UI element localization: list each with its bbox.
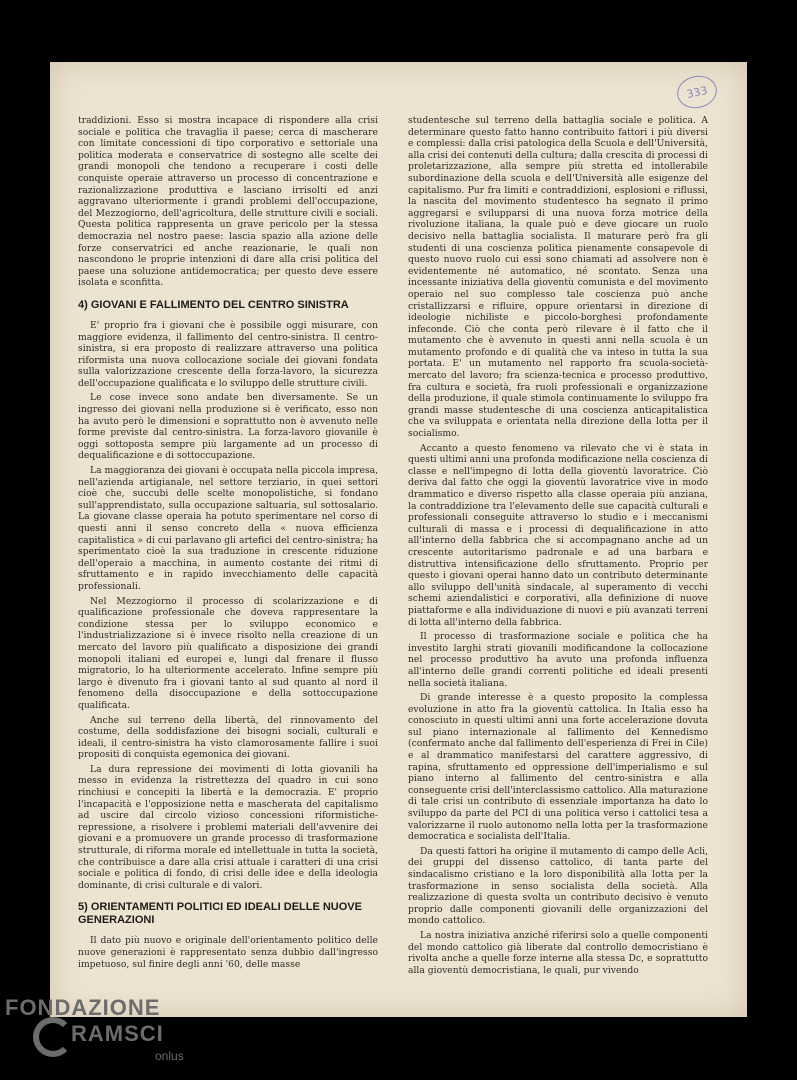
- section-5-heading: 5) ORIENTAMENTI POLITICI ED IDEALI DELLE NUOVE GENERAZIONI: [78, 901, 362, 927]
- right-column: [408, 115, 708, 979]
- archive-stamp: 333: [674, 72, 720, 112]
- left-column: [78, 115, 378, 973]
- watermark-line-2: RAMSCI: [71, 1021, 164, 1046]
- body-paragraph: La nostra iniziativa anziché riferirsi solo a quelle componenti del mondo cattolico già liberate dal controllo democristiano è rivolta anche a quelle forze interne alla stessa Dc, e soprattutto alla gioventù democristiana, le quali, pur vivendo: [408, 929, 708, 976]
- body-paragraph: Da questi fattori ha origine il mutamento di campo delle Acli, dei gruppi del dissenso cattolico, di tanta parte del sindacalismo cristiano e la loro disponibilità alla lotta per la trasformazione in senso socialista della società. Alla realizzazione di questa svolta un contributo decisivo è venuto proprio dalle componenti giovanili delle organizzazioni del mondo cattolico.: [408, 845, 708, 927]
- body-paragraph: Il processo di trasformazione sociale e politica che ha investito larghi strati giovanili modificandone la collocazione nel processo produttivo ha avuto una profonda influenza all'interno delle grandi correnti politiche ed ideali presenti nella società italiana.: [408, 631, 708, 689]
- body-paragraph: Nel Mezzogiorno il processo di scolarizzazione e di qualificazione professionale che doveva rappresentare la condizione stessa per lo sviluppo economico e l'industrializzazione si è invece risolto nella creazione di un mercato del lavoro più qualificato a disposizione dei grandi monopoli italiani ed europei e, lungi dal frenare il flusso migratorio, lo ha ulteriormente accelerato. Infine sempre più largo è divenuto fra i giovani tanto al sud quanto al nord il fenomeno della disoccupazione e della sottoccupazione qualificata.: [78, 595, 378, 711]
- continuation-paragraph: studentesche sul terreno della battaglia sociale e politica. A determinare questo fatto hanno contribuito fattori i più diversi e complessi: dalla crisi patologica della Scuola e dell'Università, alla crisi dei contenuti della cultura; dalla crescita di processi di proletarizzazione, alla sempre più stretta ed intollerabile subordinazione della scuola e dell'Università alle esigenze del capitalismo. Pur fra limiti e contraddizioni, esplosioni e riflussi, la nascita del movimento studentesco ha segnato il primo aggregarsi e svilupparsi di una nuova forza motrice della rivoluzione italiana, la quale può e deve giocare un ruolo decisivo nella battaglia socialista. Il maturare però fra gli studenti di una coscienza politica pienamente consapevole di questo nuovo ruolo cui essi sono chiamati ad assolvere non è evidentemente né automatico, né scontato. Senza una incessante iniziativa della gioventù comunista e del movimento operaio nel suo complesso tale coscienza può anche cristallizzarsi e rifluire, oppure orientarsi in direzione di ideologie nichiliste e piccolo-borghesi profondamente infeconde. Ciò che conta però rilevare è il fatto che il mutamento che è avvenuto in questi anni nella scuola è un mutamento profondo e di qualità che va inteso in tutta la sua portata. E' un mutamento nel rapporto fra scuola-società-mercato del lavoro; fra scienza-tecnica e processo produttivo, fra cultura e società, fra ruoli professionali e organizzazione della produzione, il quale stimola continuamente lo sviluppo fra grandi masse studentesche di una coscienza anticapitalistica che va sviluppata e orientata nella direzione della lotta per il socialismo.: [408, 115, 708, 440]
- body-paragraph: Il dato più nuovo e originale dell'orientamento politico delle nuove generazioni è rappresentato senza dubbio dall'ingresso impetuoso, sul finire degli anni '60, delle masse: [78, 935, 378, 970]
- document-page: [50, 62, 747, 1017]
- body-paragraph: E' proprio fra i giovani che è possibile oggi misurare, con maggiore evidenza, il fallimento del centro-sinistra. Il centro-sinistra, si era proposto di realizzare attraverso una politica riformista una nuova collocazione sociale dei giovani fondata sulla valorizzazione crescente della forza-lavoro, la sicurezza dell'occupazione qualificata e lo sviluppo delle strutture civili.: [78, 319, 378, 389]
- body-paragraph: Anche sul terreno della libertà, del rinnovamento del costume, della soddisfazione dei bisogni sociali, culturali e ideali, il centro-sinistra ha visto clamorosamente fallire i suoi propositi di conquista egemonica dei giovani.: [78, 714, 378, 761]
- intro-paragraph: traddizioni. Esso si mostra incapace di rispondere alla crisi sociale e politica che travaglia il paese; cerca di mascherare con limitate concessioni di tipo corporativo e settoriale una politica moderata e conservatrice di sostegno alle scelte dei grandi monopoli che tendono a recuperare i costi delle conquiste operaie attraverso un processo di concentrazione e razionalizzazione produttiva e lasciano irrisolti ed anzi aggravano ulteriormente i grandi problemi dell'occupazione, del Mezzogiorno, dell'agricoltura, delle strutture civili e sociali. Questa politica rappresenta un grave pericolo per la stessa democrazia nel nostro paese: lascia spazio alla azione delle forze conservatrici ed anche reazionarie, le quali non nascondono le proprie intenzioni di dare alla crisi politica del paese una soluzione antidemocratica; per questo deve essere isolata e sconfitta.: [78, 115, 378, 289]
- fondazione-gramsci-watermark: [5, 995, 225, 1075]
- body-paragraph: La dura repressione dei movimenti di lotta giovanili ha messo in evidenza la ristrettezza del quadro in cui sono rinchiusi e concepiti la libertà e la democrazia. E' proprio l'incapacità e l'opposizione netta e mascherata del capitalismo ad uscire dal circolo vizioso concessioni riformistiche-repressione, a risolvere i problemi materiali dell'avvenire dei giovani e a promuovere un grande processo di trasformazione strutturale, di riforma morale ed intellettuale in tutta la società, che contribuisce a dare alla crisi attuale i caratteri di una crisi sociale e politica di fondo, di crisi delle idee e della ideologia dominante, di crisi culturale e di valori.: [78, 763, 378, 891]
- body-paragraph: Di grande interesse è a questo proposito la complessa evoluzione in atto fra la gioventù cattolica. In Italia esso ha conosciuto in questi ultimi anni una forte accelerazione dovuta sul piano internazionale al fallimento del Kennedismo (confermato anche dal fallimento dell'esperienza di Frei in Cile) e al drammatico manifestarsi del carattere aggressivo, di rapina, sfruttamento ed oppressione dell'imperialismo e sul piano interno al fallimento del centro-sinistra e alla conseguente crisi dell'interclassismo cattolico. Alla maturazione di tale crisi un contributo di essenziale importanza ha dato lo sviluppo da parte del PCI di una politica verso i cattolici tesa a valorizzarne il ruolo autonomo nella lotta per la trasformazione democratica e socialista dell'Italia.: [408, 692, 708, 843]
- section-4-heading: 4) GIOVANI E FALLIMENTO DEL CENTRO SINISTRA: [78, 298, 349, 311]
- watermark-line-3: onlus: [155, 1049, 184, 1063]
- body-paragraph: Le cose invece sono andate ben diversamente. Se un ingresso dei giovani nella produzione si è verificato, esso non ha avuto però le dimensioni e soprattutto non è avvenuto nelle forme previste dal centro-sinistra. La forza-lavoro giovanile è oggi sottoposta sempre più largamente ad un processo di dequalificazione e di sottoccupazione.: [78, 392, 378, 462]
- body-paragraph: Accanto a questo fenomeno va rilevato che vi è stata in questi ultimi anni una profonda modificazione nella coscienza di classe e nell'impegno di lotta della gioventù lavoratrice. Ciò deriva dal fatto che oggi la gioventù lavoratrice vive in modo drammatico e diverso rispetto alla classe operaia più anziana, la contraddizione tra l'elevamento delle sue capacità culturali e professionali conseguite attraverso lo studio e i meccanismi culturali di massa e i processi di dequalificazione in atto all'interno della fabbrica che si accompagnano anche ad un crescente autoritarismo padronale e ad una barbara e distruttiva intensificazione dello sfruttamento. Proprio per questo i giovani operai hanno dato un contributo determinante allo sviluppo dell'unità sindacale, al superamento di vecchi schemi aziendalistici e corporativi, alla definizione di nuove piattaforme e alla individuazione di nuovi e più avanzati terreni di lotta all'interno della fabbrica.: [408, 442, 708, 628]
- gramsci-g-logo-icon: [33, 1017, 73, 1057]
- watermark-line-1: FONDAZIONE: [5, 995, 161, 1020]
- body-paragraph: La maggioranza dei giovani è occupata nella piccola impresa, nell'azienda artigianale, nel settore terziario, in quei settori cioè che, succubi delle scelte monopolistiche, si fondano sull'apprendistato, sulla occupazione saltuaria, sul sottosalario. La giovane classe operaia ha potuto sperimentare nel corso di questi anni il senso concreto della « nuova efficienza capitalistica » di cui parlavano gli artefici del centro-sinistra; ha sperimentato cioè la sua traduzione in crescente riduzione dell'operaio a macchina, in aumento costante dei ritmi di sfruttamento e in rapido invecchiamento delle capacità professionali.: [78, 465, 378, 592]
